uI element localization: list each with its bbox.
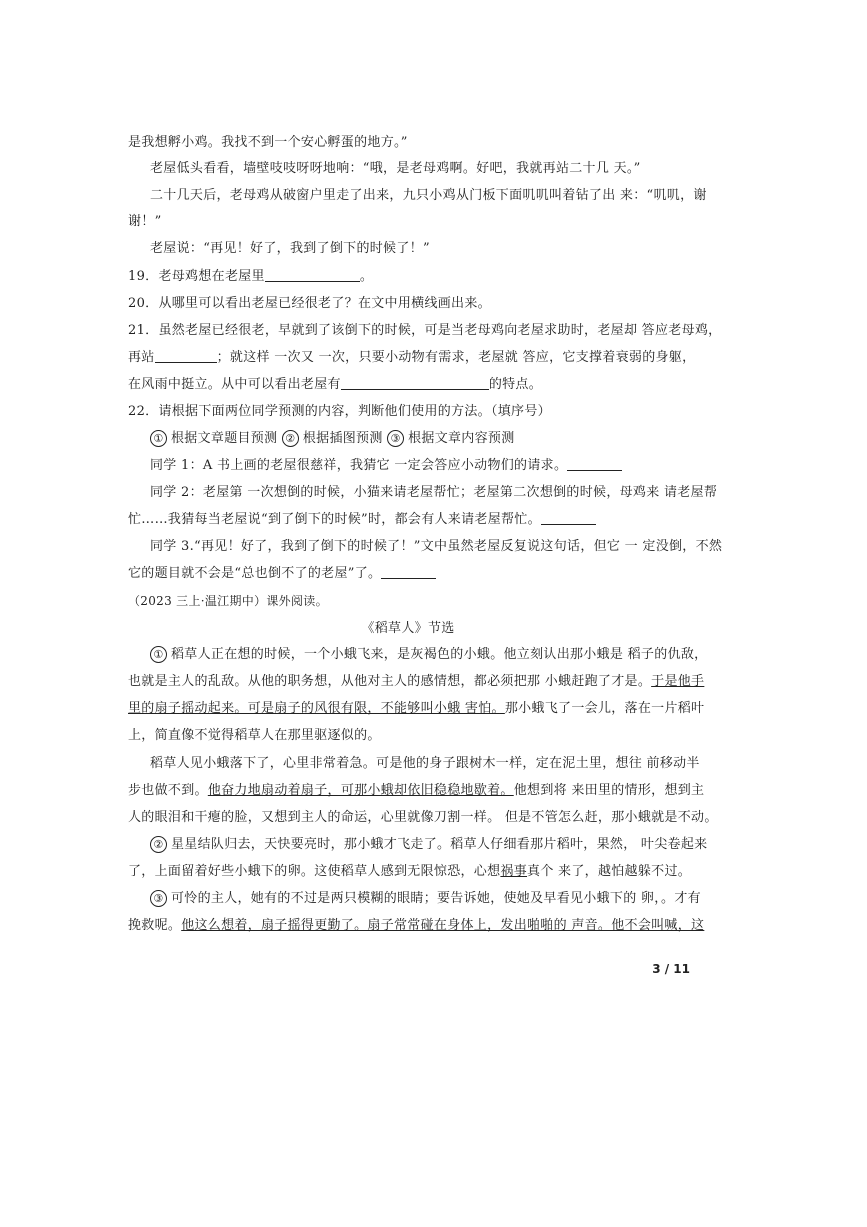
answer-blank[interactable] [341, 377, 489, 390]
student-2-line: 忙……我猜每当老屋说“到了倒下的时候”时，都会有人来请老屋帮忙。 [128, 511, 688, 529]
passage-line: 老屋说：“再见！好了，我到了倒下的时候了！” [150, 241, 430, 256]
student-1: 同学 1：A 书上画的老屋很慈祥，我猜它 一定会答应小动物们的请求。 [150, 457, 688, 475]
underlined-sentence: 里的扇子摇动起来。可是扇子的风很有限，不能够叫小蛾 害怕。 [128, 701, 505, 716]
article-line: 里的扇子摇动起来。可是扇子的风很有限，不能够叫小蛾 害怕。那小蛾飞了一会儿，落在一片稻叶 [128, 701, 705, 716]
article-paragraph-1: ① 稻草人正在想的时候，一个小蛾飞来，是灰褐色的小蛾。他立刻认出那小蛾是 稻子的仇敌， [150, 646, 688, 664]
circled-number: ② [282, 430, 299, 447]
passage-line: 是我想孵小鸡。我找不到一个安心孵蛋的地方。” [128, 135, 408, 150]
underlined-sentence: 他奋力地扇动着扇子，可那小蛾却依旧稳稳地歇着。 [207, 783, 514, 798]
passage-line: 二十几天后，老母鸡从破窗户里走了出来，九只小鸡从门板下面叽叽叫着钻了出 来：“叽叽，谢 [150, 188, 707, 203]
question-19: 19．老母鸡想在老屋里 。 [128, 269, 374, 284]
answer-blank[interactable] [265, 269, 360, 282]
method-options: ① 根据文章题目预测 ② 根据插图预测 ③ 根据文章内容预测 [150, 430, 688, 448]
student-2: 同学 2：老屋第 一次想倒的时候，小猫来请老屋帮忙；老屋第二次想倒的时候，母鸡来 请老屋帮 [150, 485, 718, 500]
circled-number: ① [150, 646, 167, 663]
article-line: 稻草人见小蛾落下了，心里非常着急。可是他的身子跟树木一样，定在泥土里，想往 前移动半 [150, 756, 700, 771]
answer-blank[interactable] [155, 350, 217, 363]
article-line: 也就是主人的乱敌。从他的职务想，从他对主人的感情想，都必须把那 小蛾赶跑了才是。于是他手 [128, 674, 705, 689]
source-note: （2023 三上·温江期中）课外阅读。 [128, 594, 328, 608]
answer-blank[interactable] [381, 566, 436, 579]
passage-line: 老屋低头看看，墙壁吱吱呀呀地响：“哦，是老母鸡啊。好吧，我就再站二十几 天。” [150, 161, 641, 176]
circled-number: ① [150, 430, 167, 447]
article-line: 上，简直像不觉得稻草人在那里驱逐似的。 [128, 728, 381, 743]
underlined-sentence: 于是他手 [651, 674, 705, 689]
article-paragraph-3: ③ 可怜的主人，她有的不过是两只模糊的眼睛；要告诉她，使她及早看见小蛾下的 卵，。才有 [150, 890, 688, 908]
question-21-line: 再站 ；就这样 一次又 一次，只要小动物有需求，老屋就 答应，它支撑着衰弱的身躯， [128, 350, 696, 365]
question-21: 21．虽然老屋已经很老，早就到了该倒下的时候，可是当老母鸡向老屋求助时，老屋却 答应老母鸡， [128, 323, 722, 338]
article-line: 人的眼泪和干瘪的脸，又想到主人的命运，心里就像刀割一样。 但是不管怎么赶，那小蛾就是不动。 [128, 810, 718, 825]
page-number: 3 / 11 [652, 962, 690, 976]
circled-number: ② [150, 836, 167, 853]
article-line: 步也做不到。他奋力地扇动着扇子，可那小蛾却依旧稳稳地歇着。他想到将 来田里的情形，想到主 [128, 783, 705, 798]
article-line: 了，上面留着好些小蛾下的卵。这使稻草人感到无限惊恐，心想祸事真个 来了，越怕越躲不过。 [128, 864, 692, 879]
answer-blank[interactable] [541, 512, 596, 525]
passage-line: 谢！” [128, 214, 162, 229]
question-22: 22．请根据下面两位同学预测的内容，判断他们使用的方法。（填序号） [128, 404, 551, 419]
article-paragraph-2: ② 星星结队归去，天快要亮时，那小蛾才飞走了。稻草人仔细看那片稻叶，果然， 叶尖卷起来 [150, 836, 688, 854]
underlined-sentence: 他这么想着，扇子摇得更勤了。扇子常常碰在身体上，发出啪啪的 声音。他不会叫喊，这 [181, 918, 705, 933]
circled-number: ③ [387, 430, 404, 447]
student-3-line: 它的题目就不会是“总也倒不了的老屋”了。 [128, 565, 688, 583]
student-3: 同学 3.“再见！好了，我到了倒下的时候了！”文中虽然老屋反复说这句话，但它 一 定没倒，不然 [150, 539, 723, 554]
article-line: 挽救呢。他这么想着，扇子摇得更勤了。扇子常常碰在身体上，发出啪啪的 声音。他不会叫喊，这 [128, 918, 705, 933]
circled-number: ③ [150, 890, 167, 907]
answer-blank[interactable] [567, 458, 622, 471]
passage-title: 《稻草人》节选 [361, 621, 455, 636]
question-20: 20．从哪里可以看出老屋已经很老了？在文中用横线画出来。 [128, 296, 491, 311]
underlined-word: 祸事 [500, 864, 528, 879]
question-21-line: 在风雨中挺立。从中可以看出老屋有 的特点。 [128, 377, 543, 392]
